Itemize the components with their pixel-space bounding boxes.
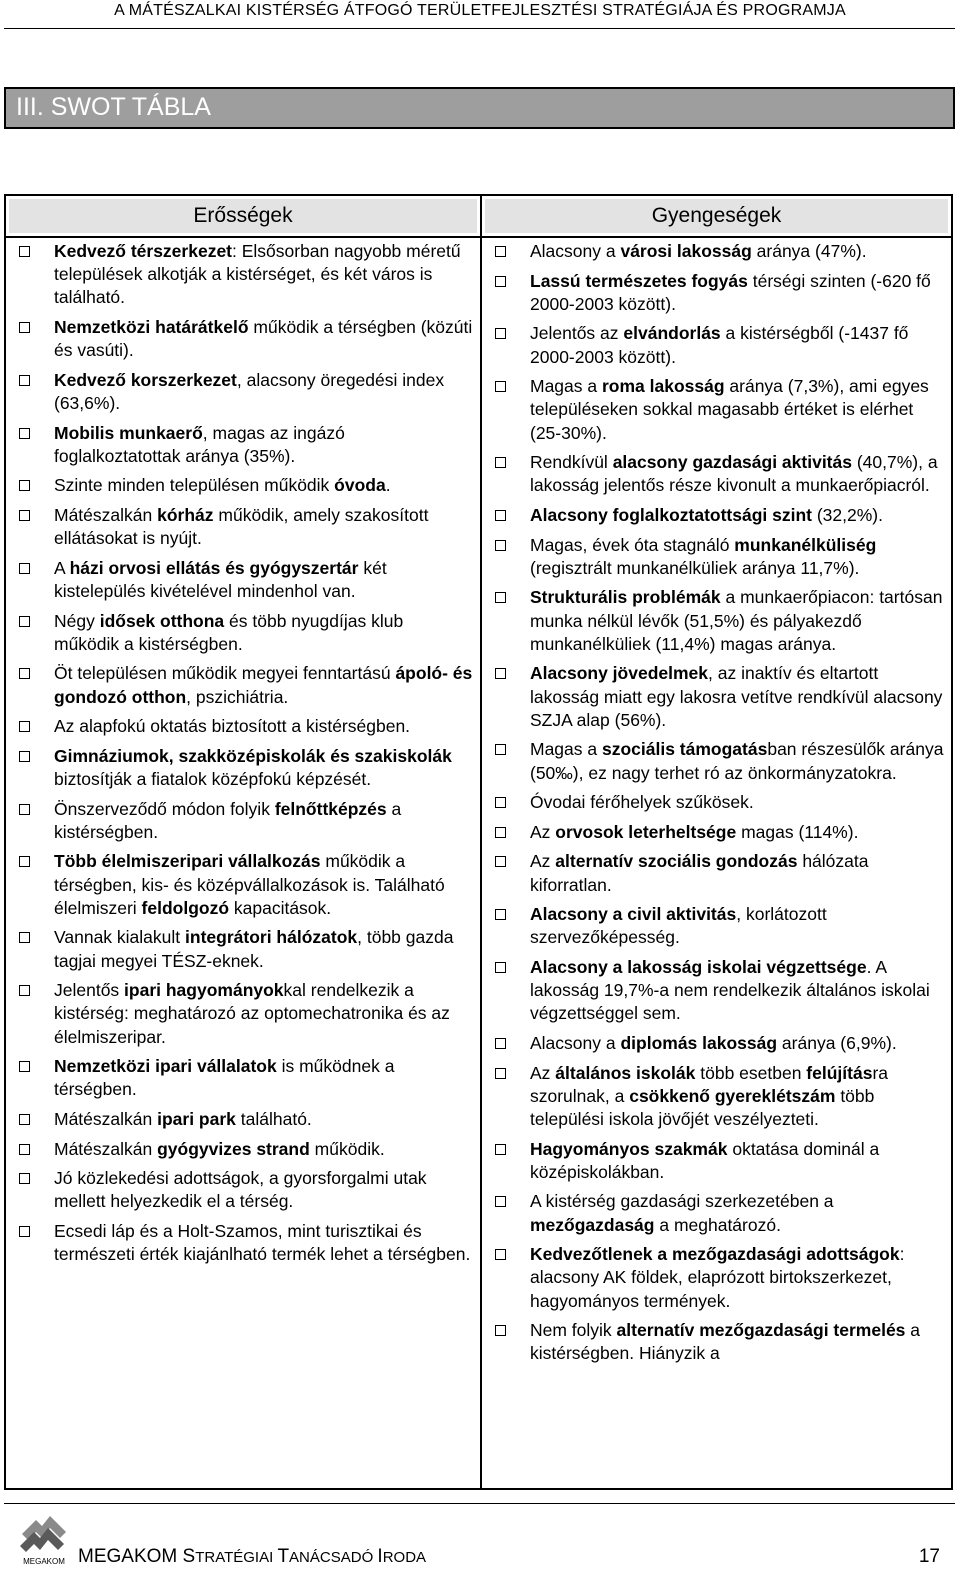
- list-item: [494, 1062, 946, 1132]
- bold-text: felnőttképzés: [274, 798, 387, 819]
- list-item: [494, 791, 946, 814]
- text: Mátészalkán: [54, 1138, 158, 1159]
- list-item: [494, 821, 946, 844]
- list-item: [18, 474, 473, 497]
- text: is működnek a térségben.: [54, 1056, 395, 1100]
- bold-text: általános iskolák: [555, 1062, 696, 1083]
- list-item: [18, 240, 473, 310]
- text: Jelentős: [54, 980, 125, 1001]
- bold-text: ipari park: [157, 1108, 236, 1129]
- list-item: [18, 798, 473, 844]
- checkbox-bullet-icon: [495, 668, 506, 679]
- bold-text: Strukturális problémák: [530, 587, 721, 608]
- list-item: [494, 850, 946, 896]
- checkbox-bullet-icon: [495, 1038, 506, 1049]
- bold-text: Kedvező térszerkezet: [54, 241, 232, 261]
- bold-text: roma lakosság: [601, 376, 725, 397]
- checkbox-bullet-icon: [19, 616, 30, 627]
- text: (regisztrált munkanélküliek aránya 11,7%).: [530, 557, 860, 578]
- text: : Elsősorban nagyobb méretű települések alkotják a kistérséget, és két város is található.: [54, 241, 461, 308]
- weaknesses-column: [482, 196, 951, 1488]
- footer-text-part: T: [277, 1546, 290, 1567]
- bold-text: Hagyományos szakmák: [530, 1138, 728, 1159]
- text: ra szorulnak, a: [530, 1062, 888, 1106]
- text: , az inaktív és eltartott lakosság miatt egy lakosra vetítve rendkívül alacsony SZJA alap (56%).: [530, 663, 943, 730]
- text: található.: [235, 1108, 312, 1129]
- text: kal rendelkezik a kistérség: meghatározó az optomechatronika és az élelmiszeripar.: [54, 980, 450, 1047]
- text: és több nyugdíjas klub működik a kistérségben.: [54, 610, 404, 654]
- bold-text: csökkenő gyereklétszám: [629, 1085, 836, 1106]
- bold-text: ipari hagyományok: [124, 980, 284, 1001]
- text: . A lakosság 19,7%-a nem rendelkezik általános iskolai végzettséggel sem.: [530, 956, 930, 1024]
- bold-text: feldolgozó: [141, 897, 230, 918]
- bold-text: Alacsony a lakosság iskolai végzettsége: [530, 956, 867, 977]
- checkbox-bullet-icon: [19, 751, 30, 762]
- checkbox-bullet-icon: [495, 276, 506, 287]
- bold-text: ápoló- és gondozó otthon: [54, 663, 473, 707]
- text: Az alapfokú oktatás biztosított a kistérségben.: [54, 716, 411, 737]
- list-item: [494, 586, 946, 656]
- text: , alacsony öregedési index (63,6%).: [54, 369, 445, 413]
- text: aránya (7,3%), ami egyes településeken sokkal magasabb értéket is elérhet (25-30%).: [530, 376, 929, 443]
- list-item: [494, 1243, 946, 1313]
- checkbox-bullet-icon: [495, 1249, 506, 1260]
- strengths-heading: Erősségek: [9, 199, 477, 233]
- text: Mátészalkán: [54, 1108, 158, 1129]
- bold-text: alacsony gazdasági aktivitás: [612, 452, 852, 473]
- checkbox-bullet-icon: [19, 668, 30, 679]
- list-item: [18, 979, 473, 1049]
- bold-text: Több élelmiszeripari vállalkozás: [54, 851, 321, 872]
- bold-text: szociális támogatás: [601, 739, 768, 760]
- text: Az: [530, 821, 556, 842]
- checkbox-bullet-icon: [19, 1114, 30, 1125]
- list-item: [494, 1190, 946, 1236]
- weaknesses-heading: Gyengeségek: [485, 199, 948, 233]
- list-item: [494, 1032, 946, 1055]
- text: Ecsedi láp és a Holt-Szamos, mint turisztikai és természeti érték kiajánlható termék lehet a térségben.: [54, 1220, 471, 1265]
- running-header: A MÁTÉSZALKAI KISTÉRSÉG ÁTFOGÓ TERÜLETFEJLESZTÉSI STRATÉGIÁJA ÉS PROGRAMJA: [114, 2, 846, 19]
- checkbox-bullet-icon: [495, 246, 506, 257]
- strengths-list: [18, 240, 473, 1273]
- checkbox-bullet-icon: [495, 962, 506, 973]
- list-item: [494, 1319, 946, 1365]
- section-title-bar: [4, 87, 955, 129]
- checkbox-bullet-icon: [19, 721, 30, 732]
- list-item: [18, 745, 473, 791]
- header-rule: [4, 28, 955, 29]
- text: a kistérségben.: [54, 798, 402, 842]
- bold-text: Mobilis munkaerő: [54, 422, 203, 443]
- footer-text-part: I: [377, 1546, 383, 1567]
- text: Alacsony a: [530, 241, 621, 261]
- bold-text: diplomás lakosság: [620, 1032, 778, 1053]
- footer-rule: [4, 1503, 955, 1504]
- list-item: [494, 504, 946, 527]
- bold-text: városi lakosság: [620, 241, 752, 261]
- text: A: [54, 557, 70, 578]
- checkbox-bullet-icon: [19, 246, 30, 257]
- text: Magas, évek óta stagnáló: [530, 534, 735, 555]
- text: A kistérség gazdasági szerkezetében a: [530, 1191, 834, 1212]
- text: térségi szinten (-620 fő 2000-2003 között).: [530, 270, 931, 314]
- bold-text: Nemzetközi ipari vállalatok: [54, 1056, 277, 1077]
- checkbox-bullet-icon: [495, 1325, 506, 1336]
- text: Alacsony a: [530, 1032, 621, 1053]
- footer-text-part: RODA: [382, 1549, 427, 1566]
- text: Négy: [54, 610, 100, 631]
- text: Nem folyik: [530, 1320, 617, 1341]
- bold-text: elvándorlás: [623, 323, 721, 344]
- text: Óvodai férőhelyek szűkösek.: [530, 792, 754, 813]
- checkbox-bullet-icon: [495, 856, 506, 867]
- swot-table-body: [6, 196, 951, 1488]
- text: Szinte minden településen működik: [54, 475, 335, 496]
- checkbox-bullet-icon: [495, 510, 506, 521]
- heading-rule: [482, 236, 951, 238]
- text: Öt településen működik megyei fenntartású: [54, 663, 396, 684]
- checkbox-bullet-icon: [19, 856, 30, 867]
- checkbox-bullet-icon: [19, 322, 30, 333]
- checkbox-bullet-icon: [19, 1173, 30, 1184]
- list-item: [494, 956, 946, 1026]
- list-item: [18, 850, 473, 920]
- text: Rendkívül: [530, 452, 613, 473]
- bold-text: Nemzetközi határátkelő: [54, 317, 249, 337]
- heading-rule: [6, 236, 480, 238]
- list-item: [18, 557, 473, 603]
- checkbox-bullet-icon: [495, 540, 506, 551]
- text: ban részesülők aránya (50‰), ez nagy terhet ró az önkormányzatokra.: [530, 739, 944, 783]
- text: Az: [530, 1062, 556, 1083]
- text: Jelentős az: [530, 323, 624, 344]
- list-item: [494, 1138, 946, 1184]
- text: több esetben: [695, 1062, 807, 1083]
- text: Magas a: [530, 739, 602, 760]
- bold-text: Kedvezőtlenek a mezőgazdasági adottságok: [530, 1244, 900, 1265]
- bold-text: Alacsony jövedelmek: [530, 663, 708, 684]
- bold-text: alternatív mezőgazdasági termelés: [616, 1320, 906, 1341]
- checkbox-bullet-icon: [19, 563, 30, 574]
- text: Vannak kialakult: [54, 927, 186, 948]
- footer-text-part: MEGAKOM: [78, 1546, 183, 1567]
- list-item: [494, 375, 946, 445]
- bold-text: integrátori hálózatok: [185, 927, 358, 948]
- text: működik a térségben, kis- és középvállalkozások is. Található élelmiszeri: [54, 851, 445, 918]
- text: , magas az ingázó foglalkoztatottak aránya (35%).: [54, 422, 345, 466]
- checkbox-bullet-icon: [495, 1068, 506, 1079]
- text: (32,2%).: [811, 504, 883, 525]
- checkbox-bullet-icon: [19, 932, 30, 943]
- text: működik, amely szakosított ellátásokat is nyújt.: [54, 504, 429, 549]
- checkbox-bullet-icon: [495, 457, 506, 468]
- strengths-column: [6, 196, 480, 1488]
- checkbox-bullet-icon: [19, 375, 30, 386]
- text: több települési iskola jövőjét veszélyezteti.: [530, 1085, 875, 1129]
- checkbox-bullet-icon: [495, 381, 506, 392]
- checkbox-bullet-icon: [495, 909, 506, 920]
- text: magas (114%).: [736, 821, 859, 842]
- bold-text: Kedvező korszerkezet: [54, 369, 237, 390]
- checkbox-bullet-icon: [19, 1226, 30, 1237]
- text: a meghatározó.: [654, 1214, 781, 1235]
- list-item: [18, 662, 473, 708]
- list-item: [18, 422, 473, 468]
- text: oktatása dominál a középiskolákban.: [530, 1138, 880, 1182]
- logo-text: MEGAKOM: [23, 1557, 65, 1566]
- checkbox-bullet-icon: [19, 428, 30, 439]
- list-item: [494, 270, 946, 316]
- text: működik a térségben (közúti és vasúti).: [54, 317, 473, 361]
- bold-text: Alacsony a civil aktivitás: [530, 904, 737, 925]
- checkbox-bullet-icon: [19, 1144, 30, 1155]
- megakom-logo: [16, 1510, 72, 1568]
- text: hálózata kiforratlan.: [530, 851, 869, 895]
- bold-text: munkanélküliség: [734, 534, 877, 555]
- text: aránya (6,9%).: [777, 1032, 897, 1053]
- footer-text-part: ANÁCSADÓ: [289, 1549, 378, 1566]
- list-item: [18, 316, 473, 362]
- checkbox-bullet-icon: [495, 1196, 506, 1207]
- list-item: [18, 1055, 473, 1101]
- text: aránya (47%).: [751, 241, 867, 261]
- page-number: 17: [918, 1546, 940, 1567]
- checkbox-bullet-icon: [495, 744, 506, 755]
- bold-text: Gimnáziumok, szakközépiskolák és szakiskolák: [54, 745, 452, 766]
- footer-text-part: TRATÉGIAI: [195, 1549, 278, 1566]
- footer-organization: [78, 1546, 426, 1568]
- list-item: [494, 738, 946, 784]
- text: biztosítják a fiatalok középfokú képzését.: [54, 768, 372, 789]
- text: működik.: [309, 1138, 385, 1159]
- list-item: [494, 240, 946, 263]
- weaknesses-list: [494, 240, 946, 1372]
- list-item: [18, 1167, 473, 1213]
- bold-text: felújítás: [806, 1062, 873, 1083]
- swot-table: [4, 194, 953, 1490]
- checkbox-bullet-icon: [19, 510, 30, 521]
- text: a kistérségben. Hiányzik a: [530, 1320, 921, 1364]
- text: (40,7%), a lakosság jelentős része kivonult a munkaerőpiacról.: [530, 452, 938, 496]
- checkbox-bullet-icon: [19, 480, 30, 491]
- text: Magas a: [530, 376, 602, 397]
- bold-text: házi orvosi ellátás és gyógyszertár: [69, 557, 359, 578]
- text: : alacsony AK földek, elaprózott birtokszerkezet, hagyományos termények.: [530, 1244, 905, 1311]
- text: , korlátozott szervezőképesség.: [530, 904, 827, 948]
- list-item: [18, 715, 473, 738]
- checkbox-bullet-icon: [19, 1061, 30, 1072]
- bold-text: idősek otthona: [99, 610, 225, 631]
- list-item: [18, 369, 473, 415]
- text: a munkaerőpiacon: tartósan munka nélkül lévők (51,5%) és pályakezdő munkanélküliek (11,4%) magas aránya.: [530, 587, 943, 654]
- text: Jó közlekedési adottságok, a gyorsforgalmi utak mellett helyezkedik el a térség.: [54, 1168, 427, 1212]
- list-item: [494, 322, 946, 368]
- bold-text: alternatív szociális gondozás: [555, 851, 798, 872]
- checkbox-bullet-icon: [19, 804, 30, 815]
- list-item: [494, 662, 946, 732]
- bold-text: Alacsony foglalkoztatottsági szint: [530, 504, 812, 525]
- bold-text: kórház: [157, 504, 214, 525]
- section-title: III. SWOT TÁBLA: [16, 93, 211, 121]
- footer-text-part: S: [182, 1546, 196, 1567]
- bold-text: orvosok leterheltsége: [555, 821, 737, 842]
- list-item: [18, 1138, 473, 1161]
- text: Az: [530, 851, 556, 872]
- bold-text: gyógyvizes strand: [157, 1138, 310, 1159]
- list-item: [494, 534, 946, 580]
- checkbox-bullet-icon: [495, 1144, 506, 1155]
- text: , pszichiátria.: [186, 686, 289, 707]
- text: Önszerveződő módon folyik: [54, 798, 275, 819]
- checkbox-bullet-icon: [19, 985, 30, 996]
- checkbox-bullet-icon: [495, 827, 506, 838]
- checkbox-bullet-icon: [495, 592, 506, 603]
- text: Mátészalkán: [54, 504, 158, 525]
- checkbox-bullet-icon: [495, 797, 506, 808]
- list-item: [18, 1108, 473, 1131]
- list-item: [18, 926, 473, 972]
- text: .: [385, 475, 391, 496]
- list-item: [18, 610, 473, 656]
- text: kapacitások.: [229, 897, 332, 918]
- list-item: [18, 1220, 473, 1266]
- list-item: [494, 903, 946, 949]
- text: két kistelepülés kivételével mindenhol van.: [54, 557, 387, 601]
- bold-text: óvoda: [334, 475, 386, 496]
- list-item: [18, 504, 473, 550]
- bold-text: Lassú természetes fogyás: [530, 270, 748, 291]
- bold-text: mezőgazdaság: [530, 1214, 655, 1235]
- text: a kistérségből (-1437 fő 2000-2003 között).: [530, 323, 909, 367]
- checkbox-bullet-icon: [495, 328, 506, 339]
- text: , több gazda tagjai megyei TÉSZ-eknek.: [54, 927, 454, 971]
- list-item: [494, 451, 946, 497]
